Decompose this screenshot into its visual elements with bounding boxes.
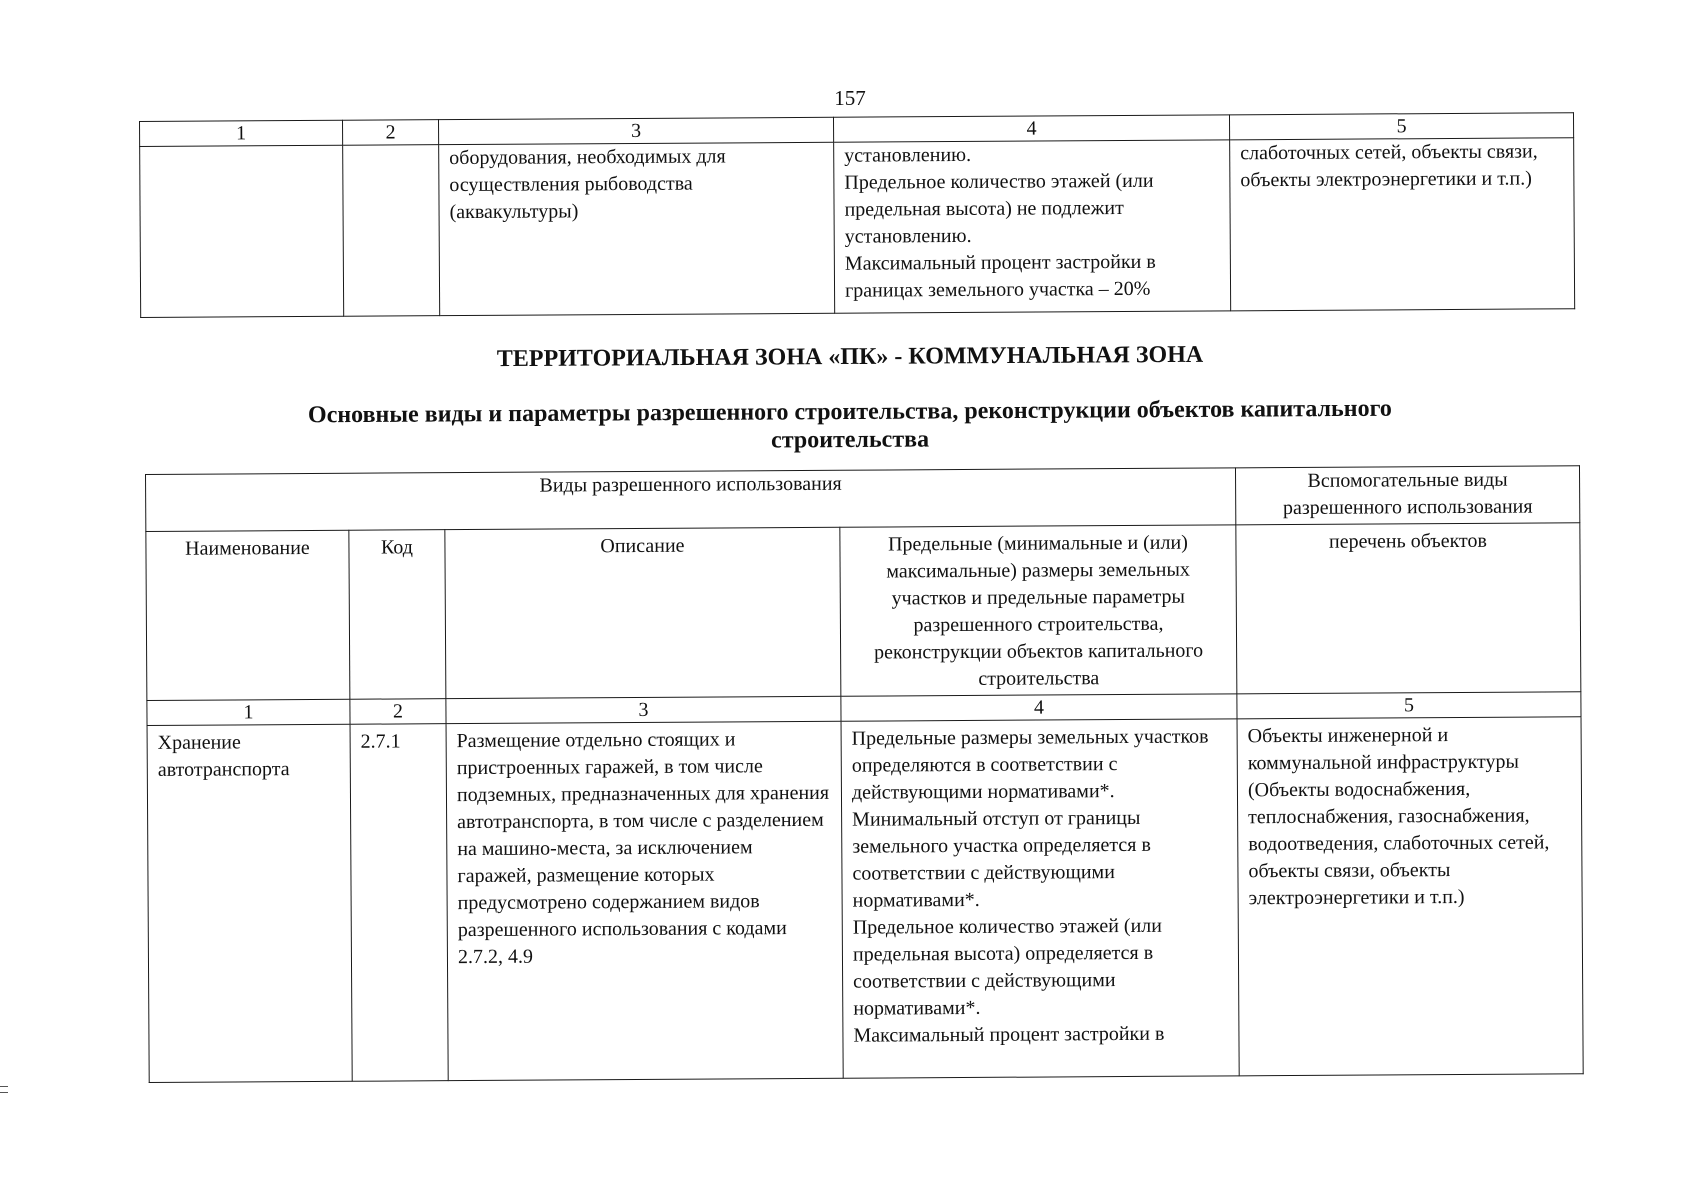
zone-table (145, 465, 1584, 1083)
column-number: 5 (1229, 113, 1573, 140)
parameter-line: установлению. (844, 143, 972, 167)
description-cell: Размещение отдельно стоящих и пристроенных гаражей, в том числе подземных, предназначенных для хранения автотранспорта, в том числе с разделением на машино-места, за исключением гаражей, размещение которых предусмотрено содержанием видов разрешенного использования с кодами 2.7.2, 4.9 (446, 721, 843, 1080)
code-header: Код (349, 530, 446, 700)
code-cell: 2.7.1 (350, 724, 448, 1082)
column-number: 3 (446, 696, 841, 723)
group-header-row (146, 466, 1580, 532)
parameters-cell (834, 140, 1231, 313)
column-number: 4 (841, 694, 1237, 721)
column-number: 2 (350, 699, 446, 725)
zone-title: ТЕРРИТОРИАЛЬНАЯ ЗОНА «ПК» - КОММУНАЛЬНАЯ ЗОНА (496, 341, 1204, 373)
column-number: 3 (438, 117, 833, 144)
column-header-row (146, 523, 1581, 701)
description-cell: оборудования, необходимых для осуществления рыбоводства (аквакультуры) (439, 142, 835, 315)
description-header: Описание (445, 527, 841, 698)
continued-table (139, 112, 1575, 318)
column-number: 1 (140, 120, 343, 146)
parameter-line: Минимальный отступ от границы земельного участка определяется в соответствии с действующими нормативами*. (852, 806, 1151, 912)
table-row (140, 138, 1575, 318)
auxiliary-cell: Объекты инженерной и коммунальной инфраструктуры (Объекты водоснабжения, теплоснабжения, газоснабжения, водоотведения, слаботочных сетей, объекты связи, объекты электроэнергетики и т.п.) (1237, 717, 1583, 1076)
parameter-line: Максимальный процент застройки в границах земельного участка – 20% (844, 250, 1156, 302)
auxiliary-uses-header: Вспомогательные виды разрешенного использования (1235, 466, 1579, 525)
parameter-line: Предельное количество этажей (или предельная высота) не подлежит установлению. (844, 169, 1154, 248)
parameter-line: Максимальный процент застройки в (853, 1022, 1165, 1047)
parameter-line: Предельные размеры земельных участков определяются в соответствии с действующими нормативами*. (851, 725, 1209, 804)
code-cell (343, 145, 440, 317)
section-title-line: Основные виды и параметры разрешенного строительства, реконструкции объектов капитального (307, 395, 1392, 429)
scan-edge-mark (0, 1086, 8, 1093)
auxiliary-cell: слаботочных сетей, объекты связи, объекты электроэнергетики и т.п.) (1230, 138, 1575, 311)
column-number: 1 (147, 699, 350, 725)
name-cell (140, 145, 344, 317)
parameters-header: Предельные (минимальные и (или) максимальные) размеры земельных участков и предельные параметры разрешенного строительства, реконструкции объектов капитального строительства (840, 525, 1237, 696)
column-number: 4 (833, 115, 1229, 142)
section-title (130, 394, 1570, 459)
table-row (147, 717, 1583, 1083)
name-cell: Хранение автотранспорта (147, 724, 352, 1082)
column-number: 2 (342, 120, 438, 146)
page-number: 157 (834, 86, 866, 110)
name-header: Наименование (146, 530, 350, 700)
main-uses-header: Виды разрешенного использования (146, 468, 1236, 532)
auxiliary-list-header: перечень объектов (1236, 523, 1581, 694)
section-title-line: строительства (771, 426, 930, 454)
parameters-cell (841, 719, 1239, 1078)
column-number: 5 (1237, 692, 1581, 719)
parameter-line: Предельное количество этажей (или предельная высота) определяется в соответствии с действующими нормативами*. (852, 914, 1162, 1020)
